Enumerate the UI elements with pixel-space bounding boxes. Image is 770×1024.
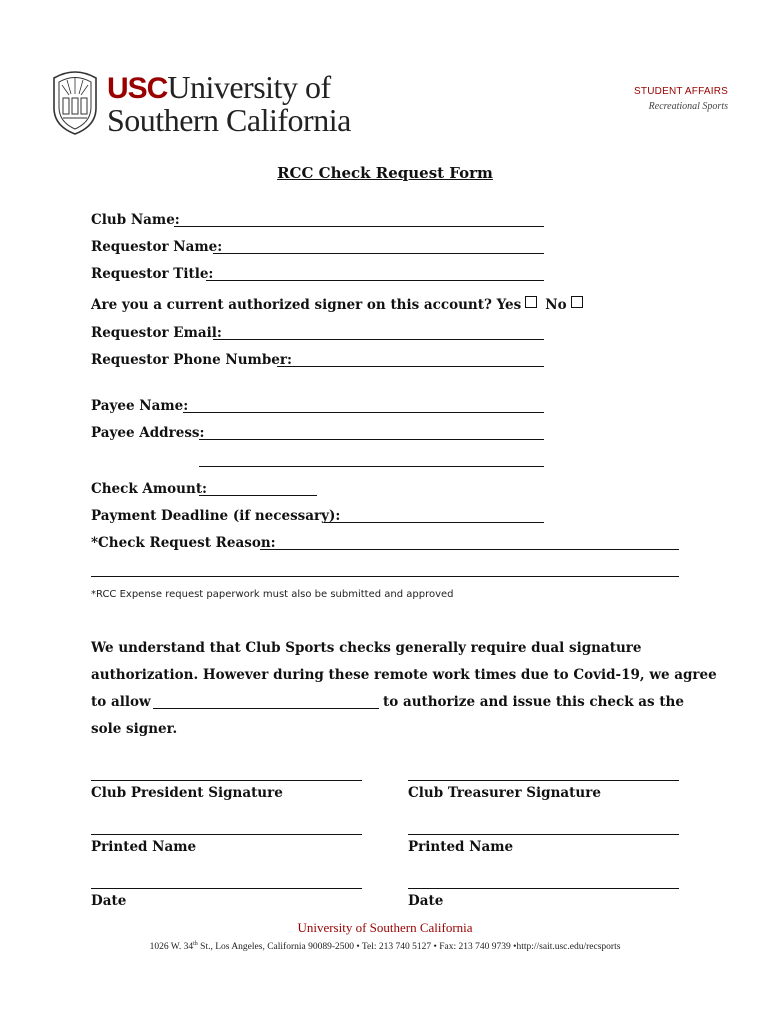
footer-address-sup: th bbox=[193, 941, 198, 947]
usc-logo-mark: USC bbox=[107, 72, 168, 105]
statement-line3-prefix: to allow bbox=[91, 694, 151, 710]
treasurer-signature-label: Club Treasurer Signature bbox=[408, 785, 601, 801]
footer-organization: University of Southern California bbox=[297, 920, 473, 935]
payment-deadline-label: Payment Deadline (if necessary): bbox=[91, 508, 341, 524]
form-title: RCC Check Request Form bbox=[277, 164, 493, 182]
expense-paperwork-note: *RCC Expense request paperwork must also be submitted and approved bbox=[91, 589, 454, 600]
check-reason-field-line2[interactable] bbox=[91, 576, 679, 577]
footer-address-rest: St., Los Angeles, California 90089-2500 • Tel: 213 740 5127 • Fax: 213 740 9739 •http://sait.usc.edu/recsports bbox=[197, 942, 621, 952]
statement-line3-suffix: to authorize and issue this check as the bbox=[383, 694, 684, 710]
footer-contact-info bbox=[0, 941, 770, 952]
statement-line4: sole signer. bbox=[91, 721, 178, 737]
printed-name-label-left: Printed Name bbox=[91, 839, 197, 855]
yes-checkbox[interactable] bbox=[525, 296, 537, 308]
no-checkbox[interactable] bbox=[571, 296, 583, 308]
payee-name-label: Payee Name: bbox=[91, 398, 189, 414]
date-label-left: Date bbox=[91, 893, 127, 909]
payee-address-field-line2[interactable] bbox=[199, 466, 544, 467]
statement-line2: authorization. However during these remote work times due to Covid-19, we agree bbox=[91, 667, 717, 683]
printed-name-line-right[interactable] bbox=[408, 834, 679, 835]
requestor-title-field[interactable] bbox=[206, 280, 544, 281]
requestor-phone-label: Requestor Phone Number: bbox=[91, 352, 292, 368]
club-name-label: Club Name: bbox=[91, 212, 180, 228]
check-amount-field[interactable] bbox=[199, 495, 317, 496]
requestor-name-label: Requestor Name: bbox=[91, 239, 223, 255]
date-label-right: Date bbox=[408, 893, 444, 909]
printed-name-line-left[interactable] bbox=[91, 834, 362, 835]
payment-deadline-field[interactable] bbox=[324, 522, 544, 523]
requestor-email-label: Requestor Email: bbox=[91, 325, 222, 341]
payee-address-label: Payee Address: bbox=[91, 425, 205, 441]
payee-name-field[interactable] bbox=[183, 412, 544, 413]
payee-address-field-line1[interactable] bbox=[199, 439, 544, 440]
requestor-title-label: Requestor Title: bbox=[91, 266, 214, 282]
university-logo-line1 bbox=[107, 70, 331, 106]
no-label: No bbox=[545, 297, 567, 313]
treasurer-signature-line[interactable] bbox=[408, 780, 679, 781]
department-name: STUDENT AFFAIRS bbox=[634, 86, 728, 97]
subdepartment-name: Recreational Sports bbox=[648, 101, 728, 112]
usc-seal-icon bbox=[50, 68, 100, 136]
check-reason-field-line1[interactable] bbox=[260, 549, 679, 550]
president-signature-line[interactable] bbox=[91, 780, 362, 781]
requestor-email-field[interactable] bbox=[213, 339, 544, 340]
check-amount-label: Check Amount: bbox=[91, 481, 208, 497]
check-reason-label: *Check Request Reason: bbox=[91, 535, 276, 551]
requestor-name-field[interactable] bbox=[213, 253, 544, 254]
footer-address-start: 1026 W. 34 bbox=[149, 942, 194, 952]
date-line-right[interactable] bbox=[408, 888, 679, 889]
authorized-signer-label: Are you a current authorized signer on this account? Yes bbox=[91, 297, 522, 313]
date-line-left[interactable] bbox=[91, 888, 362, 889]
requestor-phone-field[interactable] bbox=[277, 366, 544, 367]
printed-name-label-right: Printed Name bbox=[408, 839, 514, 855]
president-signature-label: Club President Signature bbox=[91, 785, 283, 801]
club-name-field[interactable] bbox=[174, 226, 544, 227]
university-logo-line2: Southern California bbox=[107, 102, 351, 138]
logo-university-of: University of bbox=[167, 69, 331, 105]
sole-signer-name-field[interactable] bbox=[153, 708, 379, 709]
authorized-signer-question bbox=[91, 296, 591, 313]
statement-line1: We understand that Club Sports checks generally require dual signature bbox=[91, 640, 642, 656]
